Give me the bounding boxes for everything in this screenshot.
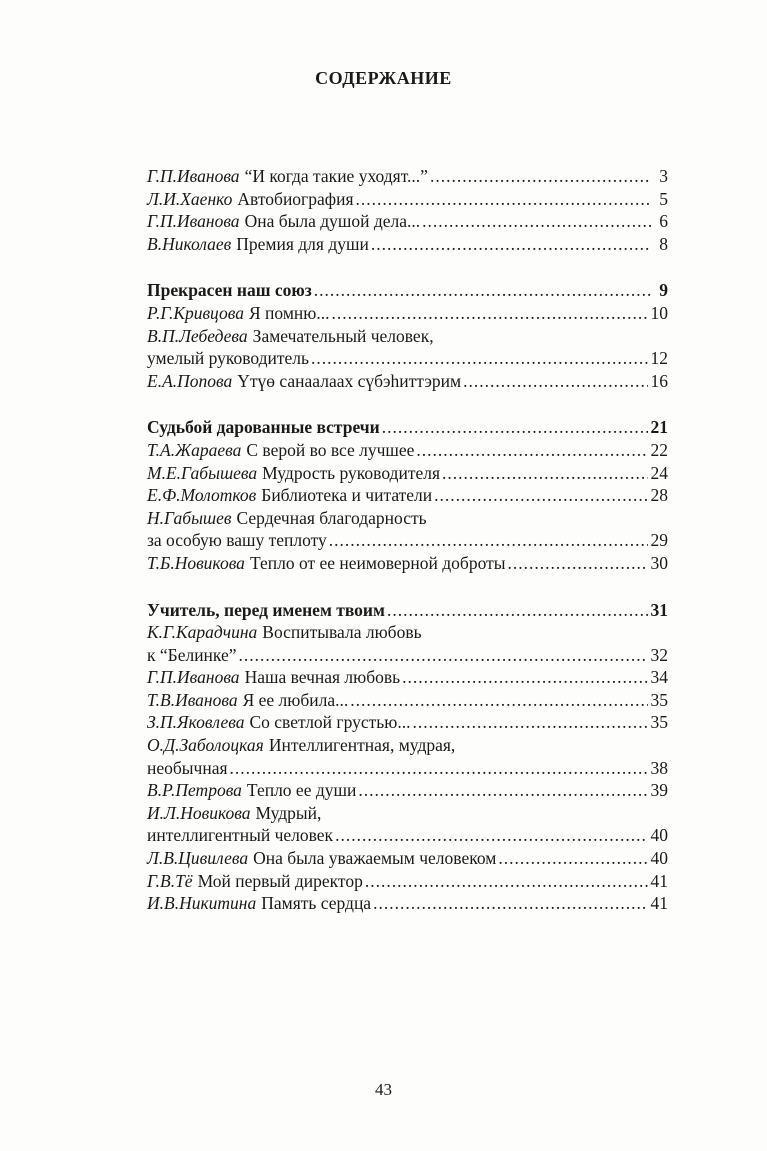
- entry-author: Е.Ф.Молотков: [147, 485, 257, 506]
- page-ref: 22: [650, 439, 668, 460]
- page-ref: 21: [650, 417, 668, 438]
- dot-leader: [230, 757, 648, 780]
- toc-entry: [147, 370, 668, 393]
- entry-title: С верой во все лучшее: [246, 439, 415, 460]
- section-heading: [147, 279, 668, 302]
- entry-title: Я ее любила...: [242, 689, 349, 710]
- section-heading: [147, 599, 668, 622]
- entry-author: Т.В.Иванова: [147, 689, 238, 710]
- page-ref: 40: [650, 825, 668, 846]
- dot-leader: [358, 779, 647, 802]
- toc-entry: [147, 462, 668, 485]
- dot-leader: [412, 711, 647, 734]
- dot-leader: [382, 416, 648, 439]
- entry-title: Тепло от ее неимоверной доброты: [249, 552, 506, 573]
- entry-author: Г.В.Тё: [147, 870, 193, 891]
- dot-leader: [311, 347, 647, 370]
- toc-entry: [147, 210, 668, 233]
- entry-author: Г.П.Иванова: [147, 211, 240, 232]
- toc-entry: [147, 802, 668, 825]
- dot-leader: [387, 599, 648, 622]
- entry-title: Наша вечная любовь: [244, 667, 401, 688]
- entry-text: [147, 325, 434, 348]
- toc-entry-continuation: [147, 757, 668, 780]
- page-ref: 5: [659, 188, 668, 209]
- page-ref: 8: [659, 233, 668, 254]
- entry-text: [147, 689, 348, 712]
- dot-leader: [430, 165, 651, 188]
- entry-text: [147, 734, 455, 757]
- entry-author: Т.А.Жараева: [147, 439, 242, 460]
- entry-text: [147, 462, 440, 485]
- toc-entry: [147, 325, 668, 348]
- entry-title: Она была душой дела...: [244, 211, 421, 232]
- toc-entry-continuation: [147, 644, 668, 667]
- entry-title: Тепло ее души: [246, 780, 357, 801]
- page-ref: 10: [650, 302, 668, 323]
- entry-author: Г.П.Иванова: [147, 667, 240, 688]
- entry-title: Мудрый,: [255, 802, 322, 823]
- toc-section: [147, 599, 668, 915]
- dot-leader: [498, 847, 647, 870]
- entry-title: Автобиография: [237, 188, 354, 209]
- entry-author: Л.И.Хаенко: [147, 188, 233, 209]
- entry-text: [147, 666, 400, 689]
- entry-title: Замечательный человек,: [252, 325, 434, 346]
- entry-text: [147, 484, 432, 507]
- entry-title: Мой первый директор: [197, 870, 363, 891]
- page-ref: 6: [659, 211, 668, 232]
- toc-entry: [147, 711, 668, 734]
- toc-entry: [147, 552, 668, 575]
- entry-text: [147, 210, 420, 233]
- toc-section: [147, 165, 668, 255]
- toc-entry: [147, 870, 668, 893]
- dot-leader: [329, 529, 648, 552]
- entry-text: [147, 847, 496, 870]
- dot-leader: [416, 439, 647, 462]
- toc-entry: [147, 233, 668, 256]
- toc-entry: [147, 188, 668, 211]
- toc-entry: [147, 165, 668, 188]
- entry-text: [147, 711, 410, 734]
- page-ref: 3: [659, 166, 668, 186]
- dot-leader: [331, 302, 647, 325]
- dot-leader: [365, 870, 648, 893]
- entry-author: О.Д.Заболоцкая: [147, 735, 264, 756]
- entry-author: И.Л.Новикова: [147, 802, 251, 823]
- entry-text: [147, 302, 329, 325]
- page-ref: 28: [650, 485, 668, 506]
- entry-text: [147, 507, 427, 530]
- page-ref: 12: [650, 348, 668, 369]
- dot-leader: [422, 210, 651, 233]
- page-ref: 38: [650, 757, 668, 778]
- dot-leader: [373, 892, 647, 915]
- page-ref: 29: [650, 530, 668, 551]
- toc-section: [147, 279, 668, 392]
- section-heading: [147, 416, 668, 439]
- entry-text: [147, 165, 428, 188]
- page-ref: 31: [650, 599, 668, 620]
- page-ref: 32: [650, 644, 668, 665]
- entry-author: К.Г.Карадчина: [147, 622, 258, 643]
- entry-title: “И когда такие уходят...”: [244, 166, 428, 186]
- page-ref: 39: [650, 780, 668, 801]
- entry-text: [147, 188, 354, 211]
- page-ref: 35: [650, 712, 668, 733]
- entry-author: В.П.Лебедева: [147, 325, 248, 346]
- toc-entry: [147, 779, 668, 802]
- page-ref: 34: [650, 667, 668, 688]
- dot-leader: [508, 552, 648, 575]
- entry-text: [147, 233, 369, 256]
- entry-title: Интеллигентная, мудрая,: [268, 735, 456, 756]
- toc-entry: [147, 507, 668, 530]
- entry-author: Т.Б.Новикова: [147, 552, 245, 573]
- toc-entry-continuation: [147, 824, 668, 847]
- page-ref: 35: [650, 689, 668, 710]
- entry-author: Н.Габышев: [147, 507, 232, 528]
- entry-title: Мудрость руководителя: [262, 462, 441, 483]
- entry-title: Воспитывала любовь: [262, 622, 422, 643]
- page-number: 43: [375, 1080, 392, 1099]
- entry-author: В.Р.Петрова: [147, 780, 242, 801]
- toc-entry: [147, 847, 668, 870]
- dot-leader: [314, 279, 651, 302]
- page-ref: 24: [650, 462, 668, 483]
- toc-entry-continuation: [147, 529, 668, 552]
- entry-author: В.Николаев: [147, 233, 232, 254]
- dot-leader: [356, 188, 651, 211]
- entry-title: Память сердца: [261, 893, 372, 914]
- entry-text: [147, 870, 363, 893]
- dot-leader: [442, 462, 647, 485]
- entry-text: [147, 802, 321, 825]
- dot-leader: [463, 370, 647, 393]
- entry-author: Г.П.Иванова: [147, 166, 240, 186]
- dot-leader: [371, 233, 651, 256]
- page-ref: 9: [659, 280, 668, 301]
- toc-entry: [147, 892, 668, 915]
- section-title: Учитель, перед именем твоим: [147, 599, 385, 620]
- toc-entry: [147, 302, 668, 325]
- section-title: Судьбой дарованные встречи: [147, 417, 380, 438]
- page-ref: 41: [650, 870, 668, 891]
- entry-text: [147, 439, 414, 462]
- entry-title-continued: необычная: [147, 757, 228, 778]
- dot-leader: [335, 824, 647, 847]
- entry-author: З.П.Яковлева: [147, 712, 245, 733]
- entry-title: Она была уважаемым человеком: [253, 848, 497, 869]
- entry-author: Р.Г.Кривцова: [147, 302, 244, 323]
- toc-entry: [147, 666, 668, 689]
- entry-title-continued: интеллигентный человек: [147, 825, 334, 846]
- toc-entry-continuation: [147, 347, 668, 370]
- entry-text: [147, 552, 506, 575]
- entry-text: [147, 892, 371, 915]
- entry-text: [147, 621, 422, 644]
- toc-entry: [147, 484, 668, 507]
- toc-entry: [147, 689, 668, 712]
- table-of-contents: [147, 165, 668, 939]
- entry-author: И.В.Никитина: [147, 893, 257, 914]
- toc-entry: [147, 621, 668, 644]
- entry-title-continued: за особую вашу теплоту: [147, 530, 327, 551]
- entry-title-continued: к “Белинке”: [147, 644, 237, 665]
- entry-title: Сердечная благодарность: [236, 507, 427, 528]
- page-ref: 16: [650, 370, 668, 391]
- toc-entry: [147, 439, 668, 462]
- entry-title: Үтүө санаалаах сүбэһиттэрим: [237, 370, 462, 391]
- page-title: СОДЕРЖАНИЕ: [315, 68, 452, 88]
- entry-author: Е.А.Попова: [147, 370, 233, 391]
- toc-section: [147, 416, 668, 574]
- dot-leader: [239, 644, 648, 667]
- entry-author: М.Е.Габышева: [147, 462, 258, 483]
- entry-text: [147, 370, 461, 393]
- entry-text: [147, 779, 356, 802]
- section-title: Прекрасен наш союз: [147, 280, 312, 301]
- entry-title: Я помню...: [249, 302, 330, 323]
- entry-title: Премия для души: [236, 233, 369, 254]
- entry-title: Библиотека и читатели: [261, 485, 433, 506]
- dot-leader: [350, 689, 647, 712]
- toc-entry: [147, 734, 668, 757]
- dot-leader: [434, 484, 647, 507]
- page-ref: 30: [650, 552, 668, 573]
- page-ref: 41: [650, 893, 668, 914]
- dot-leader: [402, 666, 647, 689]
- entry-title-continued: умелый руководитель: [147, 348, 310, 369]
- entry-title: Со светлой грустью...: [249, 712, 411, 733]
- entry-author: Л.В.Цивилева: [147, 848, 249, 869]
- page-ref: 40: [650, 848, 668, 869]
